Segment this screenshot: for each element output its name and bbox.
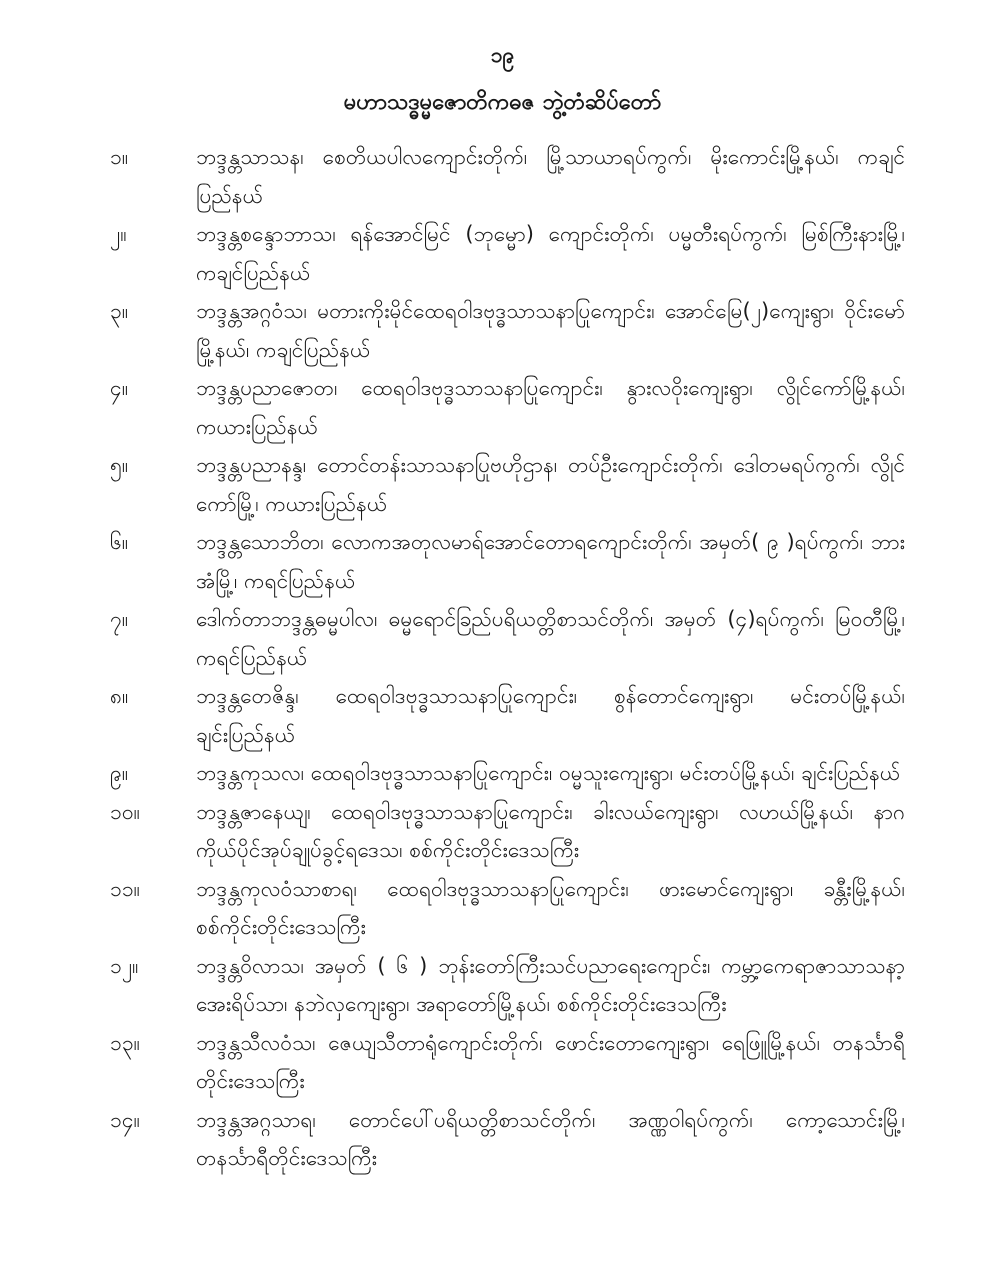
list-item: [110, 754, 905, 793]
item-number: ၈။: [110, 684, 129, 708]
item-text: ဘဒ္ဒန္တပညာနန္ဒ၊ တောင်တန်းသာသနာပြုဗဟိုဌာန၊ တပ်ဦးကျောင်းတိုက်၊ ဒေါတမရပ်ကွက်၊ လွိုင်ကော်မြို့၊ ကယားပြည်နယ်: [196, 453, 905, 516]
item-text: ဘဒ္ဒန္တဇာနေယျ၊ ထေရဝါဒဗုဒ္ဓသာသနာပြုကျောင်း၊ ခါးလယ်ကျေးရွာ၊ လဟယ်မြို့နယ်၊ နာဂ ကိုယ်ပိုင်အုပ်ချုပ်ခွင့်ရဒေသ၊ စစ်ကိုင်းတိုင်းဒေသကြီး: [196, 799, 905, 862]
award-recipient-list: [110, 138, 905, 1178]
list-item: [110, 446, 905, 523]
item-number: ၁၃။: [110, 1030, 140, 1055]
item-text: ဘဒ္ဒန္တသောဘိတ၊ လောကအတုလမာရ်အောင်တောရကျောင်းတိုက်၊ အမှတ်( ၉ )ရပ်ကွက်၊ ဘားအံမြို့၊ ကရင်ပြည်နယ်: [196, 530, 905, 593]
item-number: ၁၁။: [110, 876, 140, 901]
item-text: ဘဒ္ဒန္တအဂ္ဂသာရ၊ တောင်ပေါ်ပရိယတ္တိစာသင်တိုက်၊ အဏ္ဏဝါရပ်ကွက်၊ ကော့သောင်းမြို့၊ တနင်္သာရီတိုင်းဒေသကြီး: [196, 1107, 905, 1170]
list-item: [110, 369, 905, 446]
item-text: ဘဒ္ဒန္တကုလဝံသာစာရ၊ ထေရဝါဒဗုဒ္ဓသာသနာပြုကျောင်း၊ ဖားမောင်ကျေးရွာ၊ ခန္တီးမြို့နယ်၊ စစ်ကိုင်းတိုင်းဒေသကြီး: [196, 876, 905, 939]
list-item: [110, 600, 905, 677]
item-text: ဘဒ္ဒန္တကုသလ၊ ထေရဝါဒဗုဒ္ဓသာသနာပြုကျောင်း၊ ဝမ္မသူးကျေးရွာ၊ မင်းတပ်မြို့နယ်၊ ချင်းပြည်နယ်: [196, 761, 901, 785]
list-item: [110, 215, 905, 292]
item-text: ဘဒ္ဒန္တစန္ဒောဘာသ၊ ရန်အောင်မြင် (ဘုမ္မော) ကျောင်းတိုက်၊ ပမ္မတီးရပ်ကွက်၊ မြစ်ကြီးနားမြို့၊ ကချင်ပြည်နယ်: [196, 222, 905, 285]
list-item: [110, 870, 905, 947]
list-item: [110, 947, 905, 1024]
item-number: ၆။: [110, 530, 129, 554]
item-text: ဘဒ္ဒန္တဝိလာသ၊ အမှတ် ( ၆ ) ဘုန်းတော်ကြီးသင်ပညာရေးကျောင်း၊ ကမ္ဘာ့ကေရာဇာသာသနာ့ အေးရိပ်သာ၊ နဘဲလှကျေးရွာ၊ အရာတော်မြို့နယ်၊ စစ်ကိုင်းတိုင်းဒေသကြီး: [196, 953, 905, 1016]
item-number: ၇။: [110, 607, 129, 631]
item-text: ဒေါက်တာဘဒ္ဒန္တဓမ္မပါလ၊ ဓမ္မရောင်ခြည်ပရိယတ္တိစာသင်တိုက်၊ အမှတ် (၄)ရပ်ကွက်၊ မြဝတီမြို့၊ ကရင်ပြည်နယ်: [196, 607, 905, 670]
item-text: ဘဒ္ဒန္တပညာဇောတ၊ ထေရဝါဒဗုဒ္ဓသာသနာပြုကျောင်း၊ နွားလဝိုးကျေးရွာ၊ လွိုင်ကော်မြို့နယ်၊ ကယားပြည်နယ်: [196, 376, 905, 439]
list-item: [110, 793, 905, 870]
list-item: [110, 1024, 905, 1101]
item-number: ၃။: [110, 299, 129, 323]
item-text: ဘဒ္ဒန္တတေဇိန္ဒ၊ ထေရဝါဒဗုဒ္ဓသာသနာပြုကျောင်း၊ စွန်တောင်ကျေးရွာ၊ မင်းတပ်မြို့နယ်၊ ချင်းပြည်နယ်: [196, 684, 905, 747]
item-number: ၄။: [110, 376, 129, 400]
page-title: မဟာသဒ္ဓမ္မဇောတိကဓဇ ဘွဲ့တံဆိပ်တော်: [343, 90, 662, 115]
list-item: [110, 292, 905, 369]
list-item: [110, 1101, 905, 1178]
item-number: ၅။: [110, 453, 129, 477]
item-number: ၂။: [110, 222, 127, 246]
page-number: ၁၉: [490, 43, 515, 67]
item-number: ၁၂။: [110, 953, 139, 978]
item-text: ဘဒ္ဒန္တသာသန၊ စေတိယပါလကျောင်းတိုက်၊ မြို့သာယာရပ်ကွက်၊ မိုးကောင်းမြို့နယ်၊ ကချင် ပြည်နယ်: [196, 145, 905, 208]
item-number: ၉။: [110, 761, 129, 785]
item-number: ၁၀။: [110, 799, 140, 824]
item-text: ဘဒ္ဒန္တအဂ္ဂဝံသ၊ မတားကိုးမိုင်ထေရဝါဒဗုဒ္ဓသာသနာပြုကျောင်း၊ အောင်မြေ(၂)ကျေးရွာ၊ ဝိုင်းမော် မြို့နယ်၊ ကချင်ပြည်နယ်: [196, 299, 905, 362]
list-item: [110, 138, 905, 215]
list-item: [110, 523, 905, 600]
item-text: ဘဒ္ဒန္တသီလဝံသ၊ ဇေယျသီတာရုံကျောင်းတိုက်၊ ဖောင်းတောကျေးရွာ၊ ရေဖြူမြို့နယ်၊ တနင်္သာရီ တိုင်းဒေသကြီး: [196, 1030, 905, 1093]
list-item: [110, 677, 905, 754]
item-number: ၁။: [110, 145, 129, 169]
item-number: ၁၄။: [110, 1107, 140, 1132]
